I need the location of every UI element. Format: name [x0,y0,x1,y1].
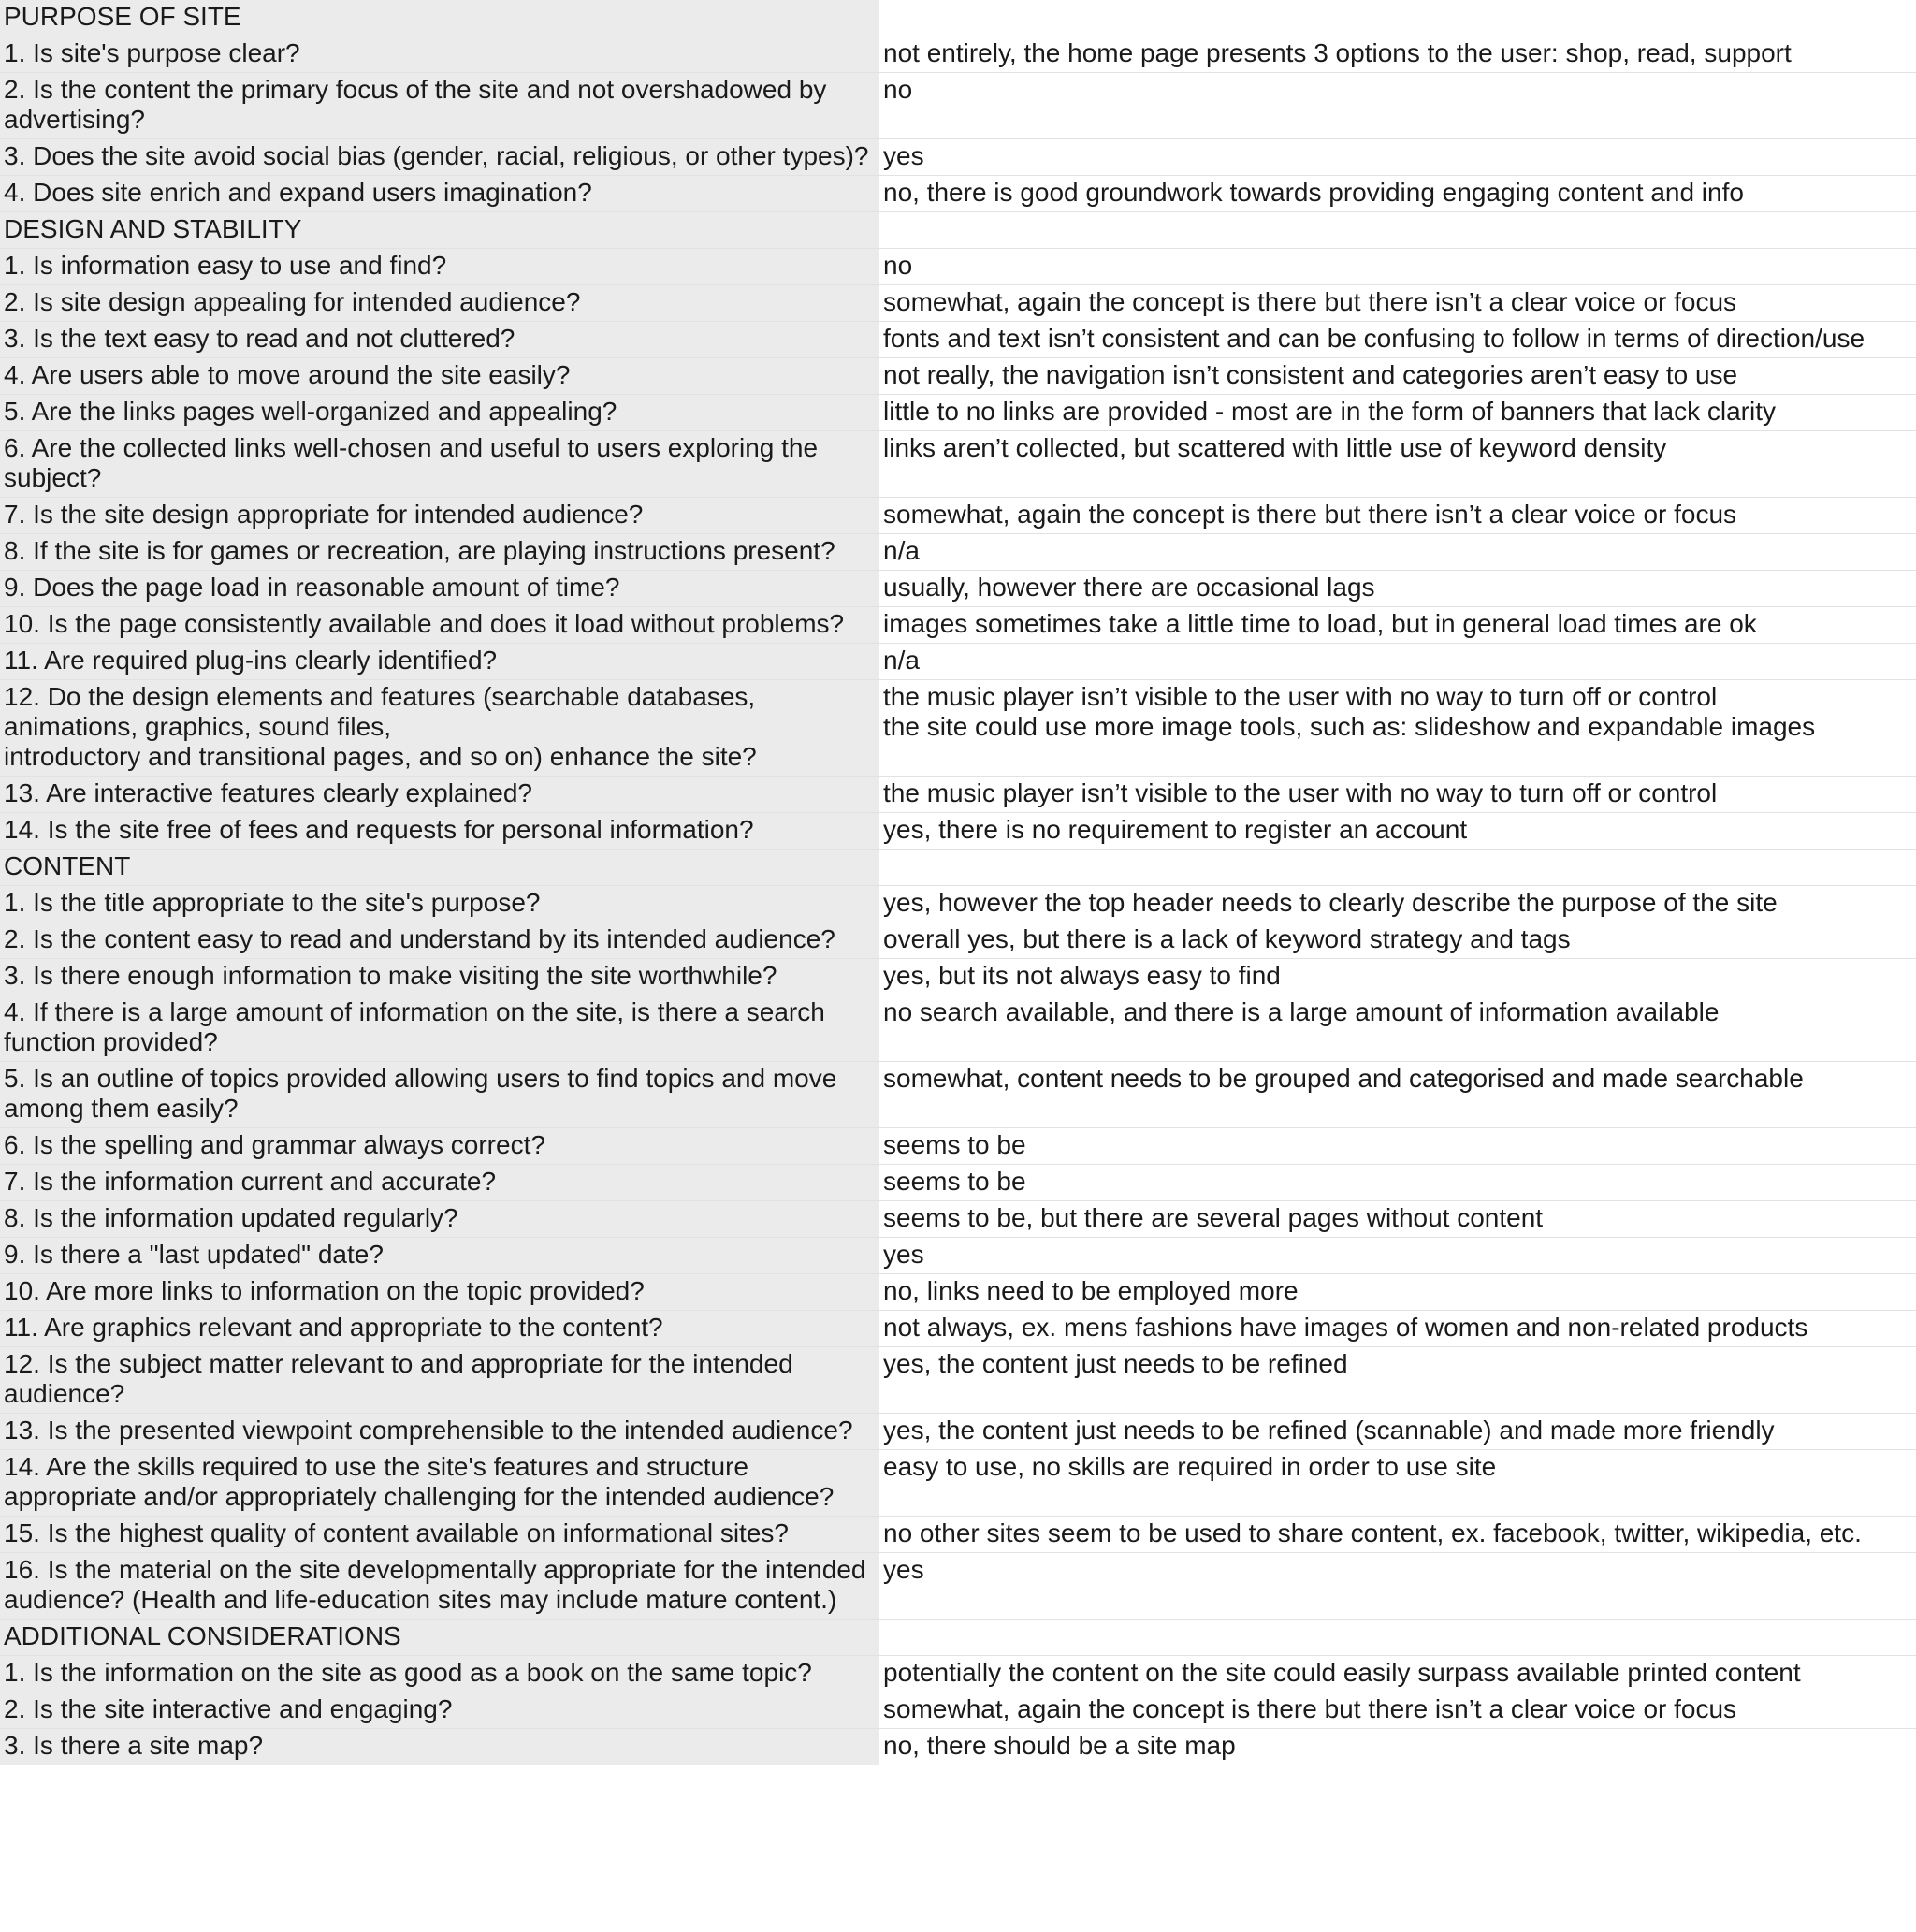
answer-cell[interactable]: no, there is good groundwork towards providing engaging content and info [879,176,1916,212]
question-cell[interactable]: 5. Is an outline of topics provided allowing users to find topics and move among them easily? [0,1062,879,1128]
question-row [0,571,1916,607]
answer-cell[interactable]: somewhat, again the concept is there but there isn’t a clear voice or focus [879,1692,1916,1729]
question-row [0,1128,1916,1165]
question-cell[interactable]: 12. Is the subject matter relevant to and appropriate for the intended audience? [0,1347,879,1414]
question-row [0,1692,1916,1729]
answer-cell[interactable]: yes [879,1553,1916,1620]
question-row [0,680,1916,777]
question-cell[interactable]: 15. Is the highest quality of content available on informational sites? [0,1517,879,1553]
answer-cell[interactable]: somewhat, content needs to be grouped and categorised and made searchable [879,1062,1916,1128]
question-cell[interactable]: 13. Is the presented viewpoint comprehensible to the intended audience? [0,1414,879,1450]
question-cell[interactable]: 10. Is the page consistently available and does it load without problems? [0,607,879,644]
question-row [0,534,1916,571]
question-cell[interactable]: 12. Do the design elements and features (searchable databases, animations, graphics, sound files, introductory and transitional pages, and so on) enhance the site? [0,680,879,777]
question-cell[interactable]: 7. Is the information current and accurate? [0,1165,879,1201]
question-cell[interactable]: 1. Is information easy to use and find? [0,249,879,285]
answer-cell[interactable]: yes, the content just needs to be refined [879,1347,1916,1414]
section-title-cell[interactable]: DESIGN AND STABILITY [0,212,879,249]
section-header-row [0,850,1916,886]
section-header-row [0,212,1916,249]
answer-cell[interactable]: no [879,249,1916,285]
answer-cell[interactable]: the music player isn’t visible to the user with no way to turn off or control [879,777,1916,813]
answer-cell[interactable]: not entirely, the home page presents 3 options to the user: shop, read, support [879,36,1916,73]
question-row [0,959,1916,995]
question-row [0,498,1916,534]
answer-cell[interactable]: yes, the content just needs to be refined (scannable) and made more friendly [879,1414,1916,1450]
question-row [0,73,1916,139]
answer-cell[interactable]: not really, the navigation isn’t consistent and categories aren’t easy to use [879,358,1916,395]
answer-cell[interactable]: overall yes, but there is a lack of keyword strategy and tags [879,922,1916,959]
question-row [0,285,1916,322]
section-empty-cell[interactable] [879,1620,1916,1656]
question-cell[interactable]: 11. Are graphics relevant and appropriate to the content? [0,1311,879,1347]
answer-cell[interactable]: n/a [879,534,1916,571]
answer-cell[interactable]: n/a [879,644,1916,680]
answer-cell[interactable]: no, there should be a site map [879,1729,1916,1765]
answer-cell[interactable]: no other sites seem to be used to share content, ex. facebook, twitter, wikipedia, etc. [879,1517,1916,1553]
answer-cell[interactable]: potentially the content on the site could easily surpass available printed content [879,1656,1916,1692]
question-row [0,1517,1916,1553]
question-cell[interactable]: 13. Are interactive features clearly explained? [0,777,879,813]
question-row [0,1311,1916,1347]
question-cell[interactable]: 3. Is there a site map? [0,1729,879,1765]
question-row [0,249,1916,285]
question-row [0,36,1916,73]
question-row [0,1165,1916,1201]
section-empty-cell[interactable] [879,850,1916,886]
question-cell[interactable]: 6. Are the collected links well-chosen and useful to users exploring the subject? [0,431,879,498]
question-row [0,395,1916,431]
question-cell[interactable]: 3. Is the text easy to read and not cluttered? [0,322,879,358]
question-cell[interactable]: 1. Is the information on the site as good as a book on the same topic? [0,1656,879,1692]
question-cell[interactable]: 1. Is the title appropriate to the site's purpose? [0,886,879,922]
question-cell[interactable]: 11. Are required plug-ins clearly identified? [0,644,879,680]
section-title-cell[interactable]: PURPOSE OF SITE [0,0,879,36]
answer-cell[interactable]: no [879,73,1916,139]
question-row [0,1414,1916,1450]
question-cell[interactable]: 2. Is the content easy to read and understand by its intended audience? [0,922,879,959]
question-cell[interactable]: 4. If there is a large amount of information on the site, is there a search function provided? [0,995,879,1062]
answer-cell[interactable]: not always, ex. mens fashions have images of women and non-related products [879,1311,1916,1347]
question-row [0,1274,1916,1311]
answer-cell[interactable]: somewhat, again the concept is there but there isn’t a clear voice or focus [879,498,1916,534]
section-header-row [0,1620,1916,1656]
section-title-cell[interactable]: CONTENT [0,850,879,886]
answer-cell[interactable]: usually, however there are occasional lags [879,571,1916,607]
question-cell[interactable]: 2. Is the site interactive and engaging? [0,1692,879,1729]
question-cell[interactable]: 2. Is the content the primary focus of the site and not overshadowed by advertising? [0,73,879,139]
question-cell[interactable]: 9. Is there a "last updated" date? [0,1238,879,1274]
answer-cell[interactable]: images sometimes take a little time to load, but in general load times are ok [879,607,1916,644]
answer-cell[interactable]: yes [879,1238,1916,1274]
question-row [0,322,1916,358]
question-row [0,1656,1916,1692]
question-cell[interactable]: 1. Is site's purpose clear? [0,36,879,73]
answer-cell[interactable]: links aren’t collected, but scattered with little use of keyword density [879,431,1916,498]
question-row [0,886,1916,922]
answer-cell[interactable]: the music player isn’t visible to the user with no way to turn off or control the site could use more image tools, such as: slideshow and expandable images [879,680,1916,777]
question-cell[interactable]: 2. Is site design appealing for intended audience? [0,285,879,322]
question-cell[interactable]: 10. Are more links to information on the topic provided? [0,1274,879,1311]
answer-cell[interactable]: seems to be [879,1128,1916,1165]
question-cell[interactable]: 4. Does site enrich and expand users imagination? [0,176,879,212]
answer-cell[interactable]: no, links need to be employed more [879,1274,1916,1311]
section-header-row [0,0,1916,36]
question-row [0,358,1916,395]
answer-cell[interactable]: little to no links are provided - most are in the form of banners that lack clarity [879,395,1916,431]
question-cell[interactable]: 8. Is the information updated regularly? [0,1201,879,1238]
question-cell[interactable]: 7. Is the site design appropriate for intended audience? [0,498,879,534]
question-row [0,1729,1916,1765]
section-title-cell[interactable]: ADDITIONAL CONSIDERATIONS [0,1620,879,1656]
question-row [0,644,1916,680]
question-row [0,607,1916,644]
answer-cell[interactable]: seems to be, but there are several pages without content [879,1201,1916,1238]
question-cell[interactable]: 14. Is the site free of fees and requests for personal information? [0,813,879,850]
question-cell[interactable]: 4. Are users able to move around the site easily? [0,358,879,395]
answer-cell[interactable]: seems to be [879,1165,1916,1201]
question-row [0,995,1916,1062]
answer-cell[interactable]: fonts and text isn’t consistent and can be confusing to follow in terms of direction/use [879,322,1916,358]
section-empty-cell[interactable] [879,212,1916,249]
question-cell[interactable]: 16. Is the material on the site developmentally appropriate for the intended audience? (Health and life-education sites may include mature content.) [0,1553,879,1620]
question-row [0,1201,1916,1238]
question-cell[interactable]: 6. Is the spelling and grammar always correct? [0,1128,879,1165]
question-row [0,1450,1916,1517]
question-row [0,1062,1916,1128]
answer-cell[interactable]: yes, there is no requirement to register an account [879,813,1916,850]
question-cell[interactable]: 3. Does the site avoid social bias (gender, racial, religious, or other types)? [0,139,879,176]
question-cell[interactable]: 5. Are the links pages well-organized and appealing? [0,395,879,431]
question-row [0,1347,1916,1414]
question-cell[interactable]: 14. Are the skills required to use the site's features and structure appropriate and/or appropriately challenging for the intended audience? [0,1450,879,1517]
question-row [0,813,1916,850]
answer-cell[interactable]: easy to use, no skills are required in order to use site [879,1450,1916,1517]
question-row [0,1553,1916,1620]
question-row [0,777,1916,813]
answer-cell[interactable]: yes [879,139,1916,176]
section-empty-cell[interactable] [879,0,1916,36]
question-row [0,139,1916,176]
answer-cell[interactable]: no search available, and there is a large amount of information available [879,995,1916,1062]
question-cell[interactable]: 3. Is there enough information to make visiting the site worthwhile? [0,959,879,995]
question-row [0,176,1916,212]
answer-cell[interactable]: somewhat, again the concept is there but there isn’t a clear voice or focus [879,285,1916,322]
question-row [0,922,1916,959]
answer-cell[interactable]: yes, however the top header needs to clearly describe the purpose of the site [879,886,1916,922]
answer-cell[interactable]: yes, but its not always easy to find [879,959,1916,995]
question-cell[interactable]: 9. Does the page load in reasonable amount of time? [0,571,879,607]
question-row [0,431,1916,498]
question-cell[interactable]: 8. If the site is for games or recreation, are playing instructions present? [0,534,879,571]
question-row [0,1238,1916,1274]
